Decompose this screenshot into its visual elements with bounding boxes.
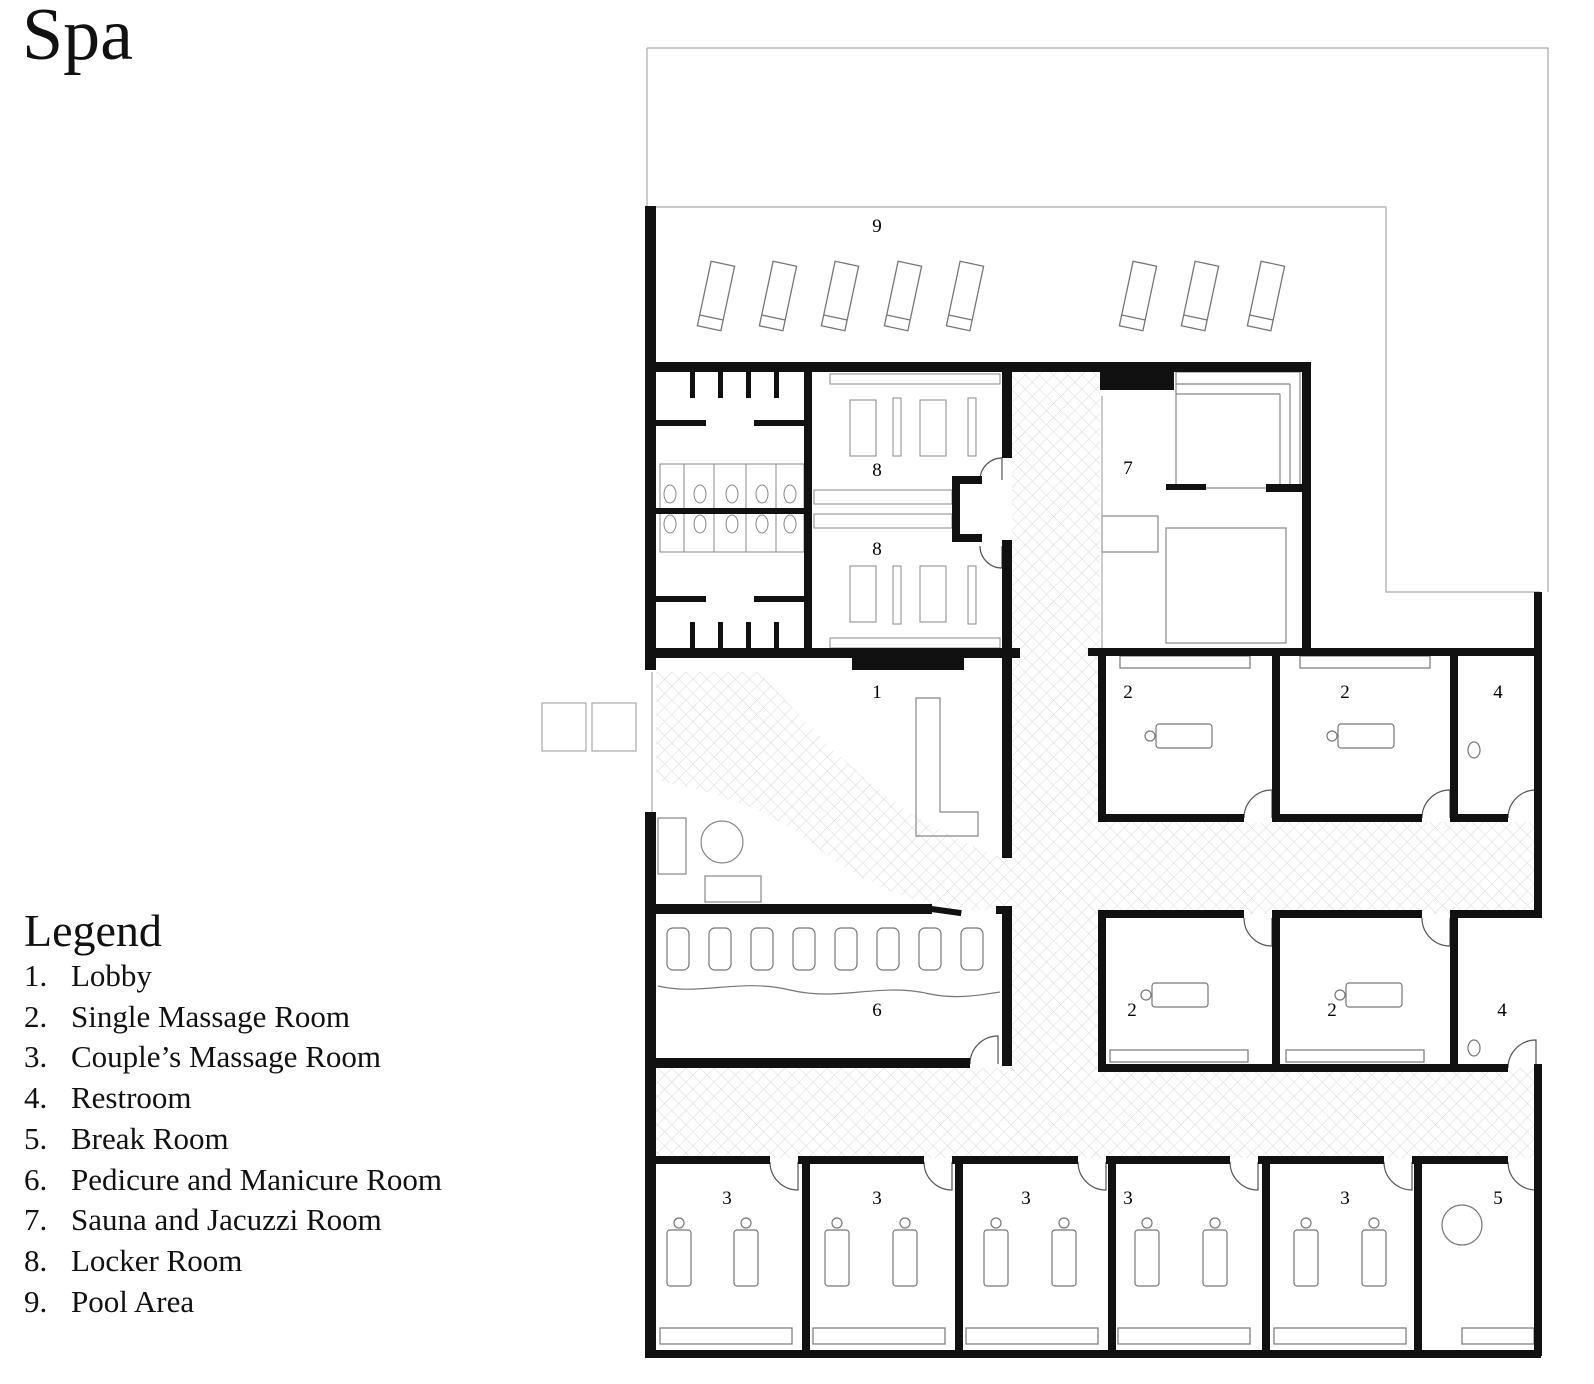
legend-item-number: 9. [24, 1283, 48, 1319]
room-label-sauna: 7 [1123, 458, 1133, 479]
legend-item-label: Break Room [71, 1120, 229, 1156]
sauna-fixtures [1102, 372, 1300, 648]
legend-item [24, 1078, 442, 1119]
room-label-restroom-bottom: 4 [1497, 1000, 1507, 1021]
legend-item-number: 1. [24, 958, 48, 993]
room-label-single-4: 2 [1327, 1000, 1337, 1021]
legend-item [24, 1241, 442, 1282]
room-label-locker-top: 8 [872, 460, 882, 481]
room-label-couple-3: 3 [1021, 1188, 1031, 1209]
legend-item-label: Pedicure and Manicure Room [71, 1161, 443, 1197]
lounge-chairs [697, 261, 1284, 331]
legend-item-number: 6. [24, 1161, 48, 1197]
legend-item-number: 7. [24, 1202, 48, 1238]
corridor-floor [656, 372, 1538, 1158]
legend-item-number: 3. [24, 1039, 48, 1075]
legend-item [24, 1160, 442, 1201]
legend-heading: Legend [24, 905, 162, 956]
legend-item [24, 1037, 442, 1078]
legend-item-label: Pool Area [71, 1283, 195, 1319]
room-label-restroom-top: 4 [1493, 682, 1503, 703]
legend-item [24, 1200, 442, 1241]
legend-item-label: Couple’s Massage Room [71, 1039, 381, 1075]
legend-item-label: Sauna and Jacuzzi Room [71, 1202, 382, 1238]
room-label-single-3: 2 [1127, 1000, 1137, 1021]
legend-item-number: 5. [24, 1120, 48, 1156]
legend-item [24, 997, 442, 1038]
legend-item-label: Lobby [71, 958, 152, 993]
legend-item-number: 8. [24, 1242, 48, 1278]
legend-item-number: 4. [24, 1080, 48, 1116]
legend-item-label: Restroom [71, 1080, 192, 1116]
legend-item [24, 956, 442, 997]
room-label-couple-5: 3 [1340, 1188, 1350, 1209]
room-label-lobby: 1 [872, 682, 882, 703]
pedicure-chairs [658, 928, 1000, 997]
room-label-pedicure: 6 [872, 1000, 882, 1021]
legend-list [24, 956, 442, 1322]
room-label-couple-2: 3 [872, 1188, 882, 1209]
room-label-couple-4: 3 [1123, 1188, 1133, 1209]
legend-item [24, 1119, 442, 1160]
room-label-couple-1: 3 [722, 1188, 732, 1209]
room-label-single-2: 2 [1340, 682, 1350, 703]
legend-item-label: Locker Room [71, 1242, 243, 1278]
legend-item-label: Single Massage Room [71, 998, 350, 1034]
room-label-locker-bottom: 8 [872, 539, 882, 560]
legend [24, 905, 443, 1322]
room-label-pool: 9 [872, 216, 882, 237]
legend-item [24, 1282, 442, 1323]
room-label-single-1: 2 [1123, 682, 1133, 703]
room-label-break-room: 5 [1493, 1188, 1503, 1209]
page-title: Spa [22, 0, 133, 76]
legend-item-number: 2. [24, 998, 48, 1034]
